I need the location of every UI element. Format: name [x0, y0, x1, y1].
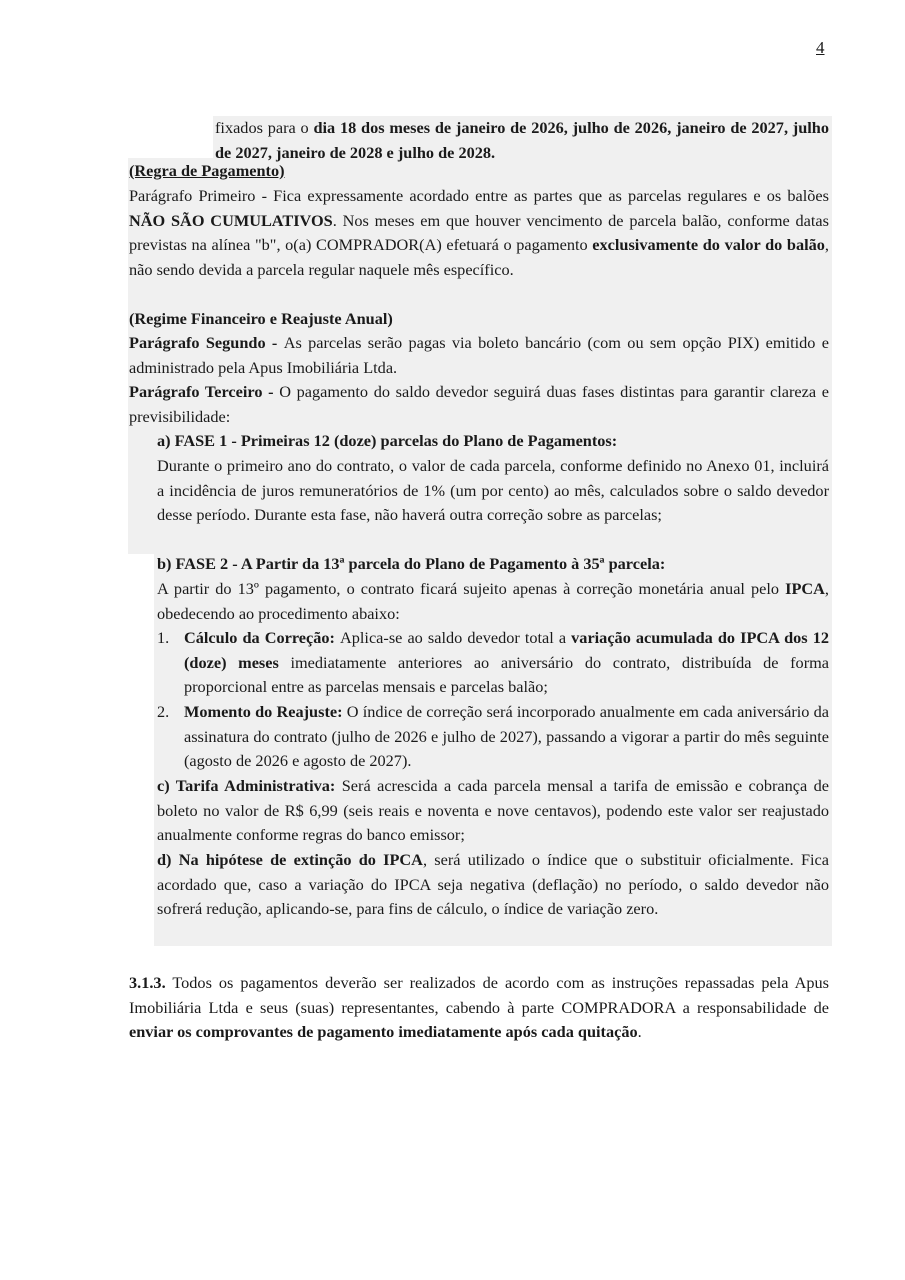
fase1-text: Durante o primeiro ano do contrato, o valor de cada parcela, conforme definido no Anexo 01, incluirá a incidência de juros remuneratórios de 1% (um por cento) ao mês, calculados sobre o saldo devedor desse período. Durante esta fase, não haverá outra correção sobre as parcelas; [157, 456, 829, 525]
item1-bold: variação acumulada do IPCA dos 12 (doze) meses [184, 628, 829, 672]
list-item-2-number: 2. [157, 702, 170, 721]
tarifa-paragraph [157, 774, 829, 848]
paragrafo-primeiro [129, 184, 829, 282]
fase2-ipca: IPCA [785, 579, 825, 598]
clause-text-a: Todos os pagamentos deverão ser realizados de acordo com as instruções repassadas pela Apus Imobiliária Ltda e seus (suas) representantes, cabendo à parte COMPRADORA a responsabilidade de [129, 973, 829, 1017]
paragrafo-segundo [129, 331, 829, 380]
list-item-1-number: 1. [157, 628, 170, 647]
tarifa-text: Será acrescida a cada parcela mensal a tarifa de emissão e cobrança de boleto no valor de R$ 6,99 (seis reais e noventa e nove centavos), podendo este valor ser reajustado anualmente conforme regras do banco emissor; [157, 776, 830, 845]
par1-text-c: . Nos meses em que houver vencimento de parcela balão, conforme datas previstas na alínea "b", o(a) COMPRADOR(A) efetuará o pagamento [129, 210, 829, 255]
intro-text: fixados para o [215, 118, 314, 137]
fase2-text-a: A partir do 13º pagamento, o contrato ficará sujeito apenas à correção monetária anual pelo [157, 579, 786, 598]
par3-label: Parágrafo Terceiro - [129, 382, 280, 401]
tarifa-label: c) Tarifa Administrativa: [157, 776, 342, 795]
clause-number: 3.1.3. [129, 973, 166, 992]
item1-text-c: imediatamente anteriores ao aniversário do contrato, distribuída de forma proporcional entre as parcelas mensais e parcelas balão; [184, 652, 830, 697]
item1-text-a: Aplica-se ao saldo devedor total a [340, 628, 572, 647]
fase2-intro [157, 577, 829, 626]
item1-label: Cálculo da Correção: [184, 628, 340, 647]
par1-bold-exclusivamente: exclusivamente do valor do balão [592, 235, 825, 255]
fase2-heading-text: b) FASE 2 - A Partir da 13ª parcela do Plano de Pagamento à 35ª parcela: [157, 554, 666, 573]
par1-text-e: , não sendo devida a parcela regular naquele mês específico. [129, 235, 829, 279]
intro-dates: dia 18 dos meses de janeiro de 2026, julho de 2026, janeiro de 2027, julho de 2027, janeiro de 2028 e julho de 2028. [215, 118, 830, 162]
par1-bold-nao-cumulativos: NÃO SÃO CUMULATIVOS [129, 210, 333, 230]
regime-heading-text: (Regime Financeiro e Reajuste Anual) [129, 309, 393, 328]
list-item-2 [184, 700, 829, 774]
fase2-text-c: , obedecendo ao procedimento abaixo: [157, 579, 829, 623]
extincao-text: , será utilizado o índice que o substituir oficialmente. Fica acordado que, caso a variação do IPCA seja negativa (deflação) no período, o saldo devedor não sofrerá redução, aplicando-se, para fins de cálculo, o índice de variação zero. [157, 850, 830, 919]
clause-bold: enviar os comprovantes de pagamento imediatamente após cada quitação [129, 1022, 638, 1042]
item2-text: O índice de correção será incorporado anualmente em cada aniversário da assinatura do contrato (julho de 2026 e julho de 2027), passando a vigorar a partir do mês seguinte (agosto de 2026 e agosto de 2027). [184, 702, 830, 771]
page-number: 4 [816, 38, 825, 57]
fase1-heading [157, 429, 617, 454]
intro-paragraph [215, 116, 829, 165]
extincao-label: d) Na hipótese de extinção do IPCA [157, 850, 423, 869]
fase2-heading [157, 552, 665, 577]
regra-heading [129, 159, 285, 184]
extincao-paragraph [157, 848, 829, 922]
par2-text: As parcelas serão pagas via boleto bancário (com ou sem opção PIX) emitido e administrado pela Apus Imobiliária Ltda. [129, 333, 829, 377]
paragrafo-terceiro [129, 380, 829, 429]
par1-text-a: Parágrafo Primeiro - Fica expressamente acordado entre as partes que as parcelas regulares e os balões [129, 186, 829, 205]
regime-heading [129, 307, 393, 332]
list-item-1 [184, 626, 829, 700]
par2-label: Parágrafo Segundo - [129, 333, 284, 352]
regra-heading-text: (Regra de Pagamento) [129, 161, 285, 180]
clause-3-1-3 [129, 971, 829, 1045]
clause-text-c: . [637, 1022, 642, 1042]
item2-label: Momento do Reajuste: [184, 702, 347, 721]
par3-text: O pagamento do saldo devedor seguirá duas fases distintas para garantir clareza e previsibilidade: [129, 382, 829, 426]
fase1-heading-text: a) FASE 1 - Primeiras 12 (doze) parcelas do Plano de Pagamentos: [157, 431, 618, 450]
